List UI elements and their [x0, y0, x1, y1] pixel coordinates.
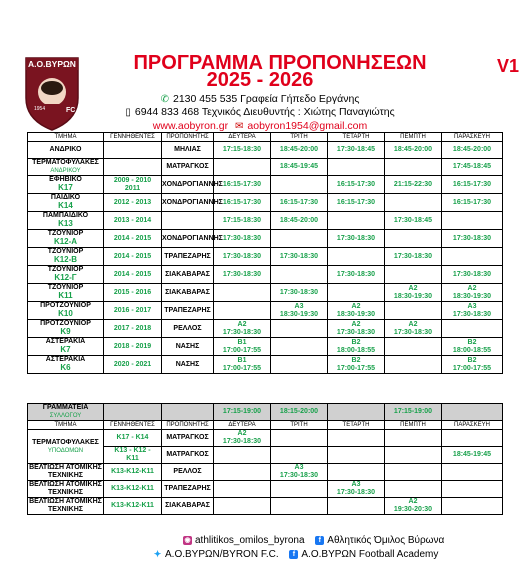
header-cell: ΠΡΟΠΟΝΗΤΗΣ [162, 421, 214, 430]
page-title: ΠΡΟΓΡΑΜΜΑ ΠΡΟΠΟΝΗΣΕΩΝ [133, 52, 427, 74]
gmail-icon: ✉ [235, 121, 244, 132]
time-cell [328, 248, 385, 266]
time-cell: 17:45-18:45 [442, 159, 503, 176]
time-cell: 18:45-20:00 [271, 212, 328, 230]
time-cell [328, 284, 385, 302]
time-cell: 17:15-19:00 [385, 404, 442, 421]
table-row [28, 481, 503, 498]
time-cell: 17:30-18:30 [442, 230, 503, 248]
time-cell [442, 404, 503, 421]
time-cell [328, 464, 385, 481]
coach-cell: ΡΕΛΛΟΣ [162, 464, 214, 481]
schedule-table-secondary [27, 403, 503, 515]
time-cell: 17:30-18:30 [328, 230, 385, 248]
time-cell: 17:30-18:30 [271, 248, 328, 266]
time-cell: A2 18:30-19:30 [442, 284, 503, 302]
time-cell [385, 430, 442, 447]
header-cell: ΓΕΝΝΗΘΕΝΤΕΣ [104, 133, 162, 142]
time-cell: A2 18:30-19:30 [328, 302, 385, 320]
team-cell: ΑΣΤΕΡΑΚΙΑ Κ7 [28, 338, 104, 356]
birth-years-cell: 2018 - 2019 [104, 338, 162, 356]
time-cell: 18:45-20:00 [385, 142, 442, 159]
time-cell [442, 464, 503, 481]
website-link[interactable]: www.aobyron.gr [152, 120, 229, 132]
time-cell [214, 481, 271, 498]
facebook-icon: f [289, 550, 298, 559]
coach-cell: ΧΟΝΔΡΟΓΙΑΝΝΗΣ [162, 176, 214, 194]
time-cell: B2 18:00-18:55 [442, 338, 503, 356]
header-cell: ΤΜΗΜΑ [28, 133, 104, 142]
facebook-page-2[interactable]: Α.Ο.ΒΥΡΩΝ Football Academy [301, 549, 439, 560]
twitter-icon: ✦ [153, 548, 162, 559]
season-title: 2025 - 2026 [206, 69, 314, 91]
time-cell [385, 356, 442, 374]
team-cell: ΠΑΜΠΑΙΔΙΚΟ Κ13 [28, 212, 104, 230]
table-row [28, 302, 503, 320]
time-cell [271, 447, 328, 464]
header-cell: ΤΜΗΜΑ [28, 421, 104, 430]
time-cell: A2 17:30-18:30 [214, 430, 271, 447]
time-cell [271, 498, 328, 515]
header-cell: ΠΕΜΠΤΗ [385, 421, 442, 430]
time-cell [385, 266, 442, 284]
time-cell [214, 302, 271, 320]
time-cell [442, 212, 503, 230]
team-cell: ΠΡΟΤΖΟΥΝΙΟΡ Κ9 [28, 320, 104, 338]
time-cell [385, 481, 442, 498]
time-cell: B1 17:00-17:55 [214, 356, 271, 374]
time-cell: 17:30-18:30 [328, 266, 385, 284]
time-cell [214, 464, 271, 481]
time-cell [442, 498, 503, 515]
time-cell: A2 17:30-18:30 [214, 320, 271, 338]
time-cell: 18:45-20:00 [271, 142, 328, 159]
coach-cell: ΤΡΑΠΕΖΑΡΗΣ [162, 302, 214, 320]
birth-years-cell: Κ17 - Κ14 [104, 430, 162, 447]
birth-years-cell [104, 159, 162, 176]
table-row [28, 320, 503, 338]
time-cell [271, 481, 328, 498]
time-cell: 17:15-19:00 [214, 404, 271, 421]
table-row [28, 430, 503, 447]
time-cell [442, 320, 503, 338]
social-row-1 [175, 534, 444, 547]
birth-years-cell: 2009 - 2010 2011 [104, 176, 162, 194]
mobile-icon: ▯ [125, 107, 131, 118]
team-cell: ΠΡΟΤΖΟΥΝΙΟΡ Κ10 [28, 302, 104, 320]
time-cell: A3 17:30-18:30 [442, 302, 503, 320]
time-cell [328, 447, 385, 464]
time-cell: 17:30-18:30 [214, 266, 271, 284]
time-cell: A2 17:30-18:30 [328, 320, 385, 338]
logo-text: Α.Ο.ΒΥΡΩΝ [28, 59, 76, 69]
team-cell: ΤΖΟΥΝΙΟΡ Κ12-Α [28, 230, 104, 248]
team-cell: ΑΣΤΕΡΑΚΙΑ Κ6 [28, 356, 104, 374]
time-cell [271, 266, 328, 284]
table-row [28, 404, 503, 421]
time-cell: 16:15-17:30 [328, 176, 385, 194]
team-cell: ΤΕΡΜΑΤΟΦΥΛΑΚΕΣ ΥΠΟΔΟΜΩΝ [28, 430, 104, 464]
table-row [28, 338, 503, 356]
team-cell: ΠΑΙΔΙΚΟ Κ14 [28, 194, 104, 212]
time-cell: 17:15-18:30 [214, 212, 271, 230]
time-cell [385, 159, 442, 176]
table-row [28, 356, 503, 374]
team-cell: ΤΖΟΥΝΙΟΡ Κ11 [28, 284, 104, 302]
phone-line: ✆ 2130 455 535 Γραφεία Γήπεδο Εργάνης [160, 93, 360, 105]
version-label: V1 [497, 56, 520, 76]
time-cell: B2 18:00-18:55 [328, 338, 385, 356]
table-row [28, 248, 503, 266]
header-cell: ΔΕΥΤΕΡΑ [214, 133, 271, 142]
coach-cell: ΜΑΤΡΑΓΚΟΣ [162, 430, 214, 447]
time-cell: A3 17:30-18:30 [271, 464, 328, 481]
time-cell: A2 18:30-19:30 [385, 284, 442, 302]
coach-cell: ΡΕΛΛΟΣ [162, 320, 214, 338]
team-cell: ΒΕΛΤΙΩΣΗ ΑΤΟΜΙΚΗΣ ΤΕΧΝΙΚΗΣ [29, 498, 102, 513]
table-row [28, 284, 503, 302]
header-cell: ΠΡΟΠΟΝΗΤΗΣ [162, 133, 214, 142]
team-cell: ΓΡΑΜΜΑΤΕΙΑ ΣΥΛΛΟΓΟΥ [28, 404, 104, 421]
svg-text:FC: FC [66, 107, 76, 114]
time-cell: 18:45-19:45 [442, 447, 503, 464]
header-row [28, 421, 503, 430]
header-cell: ΔΕΥΤΕΡΑ [214, 421, 271, 430]
coach-cell: ΜΗΛΙΑΣ [162, 142, 214, 159]
time-cell [271, 430, 328, 447]
time-cell: 16:15-17:30 [214, 194, 271, 212]
time-cell: 17:30-18:30 [442, 266, 503, 284]
team-cell: ΤΖΟΥΝΙΟΡ Κ12-Γ [28, 266, 104, 284]
time-cell: A3 18:30-19:30 [271, 302, 328, 320]
coach-cell: ΝΑΣΗΣ [162, 356, 214, 374]
instagram-handle[interactable]: athlitikos_omilos_byrona [195, 535, 305, 546]
table-row [28, 212, 503, 230]
header-cell: ΠΑΡΑΣΚΕΥΗ [442, 133, 503, 142]
coach-cell: ΝΑΣΗΣ [162, 338, 214, 356]
time-cell [214, 447, 271, 464]
email-link[interactable]: aobyron1954@gmail.com [247, 120, 368, 132]
birth-years-cell: 2016 - 2017 [104, 302, 162, 320]
time-cell: A2 19:30-20:30 [385, 498, 442, 515]
twitter-handle[interactable]: Α.Ο.ΒΥΡΩΝ/BYRON F.C. [165, 549, 279, 560]
time-cell: B1 17:00-17:55 [214, 338, 271, 356]
coach-cell: ΜΑΤΡΑΓΚΟΣ [162, 159, 214, 176]
time-cell: A3 17:30-18:30 [328, 481, 385, 498]
table-row [28, 176, 503, 194]
time-cell: 17:30-18:45 [328, 142, 385, 159]
time-cell [271, 230, 328, 248]
facebook-icon: f [315, 536, 324, 545]
coach-cell: ΧΟΝΔΡΟΓΙΑΝΝΗΣ [162, 194, 214, 212]
time-cell [271, 176, 328, 194]
table-row [28, 266, 503, 284]
birth-years-cell: 2014 - 2015 [104, 248, 162, 266]
coach-cell: ΣΙΑΚΑΒΑΡΑΣ [162, 498, 214, 515]
instagram-icon: ◉ [184, 536, 191, 544]
time-cell: 17:30-18:30 [214, 230, 271, 248]
birth-years-cell: 2014 - 2015 [104, 230, 162, 248]
time-cell: 16:15-17:30 [271, 194, 328, 212]
birth-years-cell: 2017 - 2018 [104, 320, 162, 338]
social-row-2 [145, 548, 438, 561]
time-cell [385, 302, 442, 320]
time-cell: 16:15-17:30 [442, 194, 503, 212]
schedule-table [27, 132, 503, 374]
time-cell: 21:15-22:30 [385, 176, 442, 194]
coach-cell: ΣΙΑΚΑΒΑΡΑΣ [162, 266, 214, 284]
header-cell: ΓΕΝΝΗΘΕΝΤΕΣ [104, 421, 162, 430]
coach-cell: ΣΙΑΚΑΒΑΡΑΣ [162, 284, 214, 302]
time-cell [385, 447, 442, 464]
header-cell: ΤΕΤΑΡΤΗ [328, 421, 385, 430]
birth-years-cell: 2012 - 2013 [104, 194, 162, 212]
birth-years-cell [104, 142, 162, 159]
time-cell: 18:45-19:45 [271, 159, 328, 176]
birth-years-cell: 2013 - 2014 [104, 212, 162, 230]
time-cell [214, 284, 271, 302]
time-cell [442, 481, 503, 498]
time-cell [214, 159, 271, 176]
birth-years-cell: Κ13-Κ12-Κ11 [104, 481, 162, 498]
time-cell [442, 430, 503, 447]
svg-text:1954: 1954 [34, 106, 46, 112]
birth-years-cell: 2020 - 2021 [104, 356, 162, 374]
time-cell: B2 17:00-17:55 [442, 356, 503, 374]
team-cell: ΒΕΛΤΙΩΣΗ ΑΤΟΜΙΚΗΣ ΤΕΧΝΙΚΗΣ [29, 481, 102, 496]
facebook-page-1[interactable]: Αθλητικός Όμιλος Βύρωνα [327, 535, 445, 546]
time-cell [214, 498, 271, 515]
time-cell [328, 212, 385, 230]
team-cell: ΤΖΟΥΝΙΟΡ Κ12-Β [28, 248, 104, 266]
time-cell [328, 159, 385, 176]
table-row [28, 498, 503, 515]
birth-years-cell: 2015 - 2016 [104, 284, 162, 302]
time-cell: 16:15-17:30 [328, 194, 385, 212]
time-cell: 16:15-17:30 [442, 176, 503, 194]
time-cell [328, 430, 385, 447]
time-cell [328, 498, 385, 515]
time-cell [385, 338, 442, 356]
time-cell: 17:30-18:30 [271, 284, 328, 302]
time-cell [328, 404, 385, 421]
time-cell [271, 356, 328, 374]
time-cell: B2 17:00-17:55 [328, 356, 385, 374]
birth-years-cell: Κ13 - Κ12 - Κ11 [104, 447, 162, 464]
time-cell [442, 248, 503, 266]
table-row [28, 194, 503, 212]
header-cell: ΤΕΤΑΡΤΗ [328, 133, 385, 142]
birth-years-cell: 2014 - 2015 [104, 266, 162, 284]
time-cell: 17:30-18:45 [385, 212, 442, 230]
header-cell: ΠΕΜΠΤΗ [385, 133, 442, 142]
time-cell [271, 320, 328, 338]
header-cell: ΠΑΡΑΣΚΕΥΗ [442, 421, 503, 430]
time-cell: 18:15-20:00 [271, 404, 328, 421]
birth-years-cell: Κ13-Κ12-Κ11 [104, 464, 162, 481]
team-cell: ΑΝΔΡΙΚΟ [28, 142, 104, 159]
team-cell: ΤΕΡΜΑΤΟΦΥΛΑΚΕΣ ΑΝΔΡΙΚΟΥ [28, 159, 104, 176]
team-cell: ΒΕΛΤΙΩΣΗ ΑΤΟΜΙΚΗΣ ΤΕΧΝΙΚΗΣ [29, 464, 102, 479]
time-cell: A2 17:30-18:30 [385, 320, 442, 338]
table-row [28, 230, 503, 248]
time-cell [385, 230, 442, 248]
header-row [28, 133, 503, 142]
birth-years-cell: Κ13-Κ12-Κ11 [104, 498, 162, 515]
coach-cell: ΤΡΑΠΕΖΑΡΗΣ [162, 248, 214, 266]
table-row [28, 464, 503, 481]
phone-icon: ✆ [160, 94, 169, 105]
coach-cell [162, 212, 214, 230]
coach-cell: ΤΡΑΠΕΖΑΡΗΣ [162, 481, 214, 498]
time-cell: 17:30-18:30 [385, 248, 442, 266]
time-cell: 17:15-18:30 [214, 142, 271, 159]
coach-cell [162, 404, 214, 421]
time-cell [385, 464, 442, 481]
coach-cell: ΧΟΝΔΡΟΓΙΑΝΝΗΣ [162, 230, 214, 248]
table-row [28, 159, 503, 176]
time-cell: 16:15-17:30 [214, 176, 271, 194]
header-cell: ΤΡΙΤΗ [271, 421, 328, 430]
time-cell [271, 338, 328, 356]
time-cell: 17:30-18:30 [214, 248, 271, 266]
coach-cell: ΜΑΤΡΑΓΚΟΣ [162, 447, 214, 464]
time-cell: 18:45-20:00 [442, 142, 503, 159]
mobile-line: ▯ 6944 833 468 Τεχνικός Διευθυντής : Χιώτης Παναγιώτης [125, 106, 395, 118]
time-cell [385, 194, 442, 212]
birth-years-cell [104, 404, 162, 421]
header-cell: ΤΡΙΤΗ [271, 133, 328, 142]
team-cell: ΕΦΗΒΙΚΟ Κ17 [28, 176, 104, 194]
table-row [28, 142, 503, 159]
